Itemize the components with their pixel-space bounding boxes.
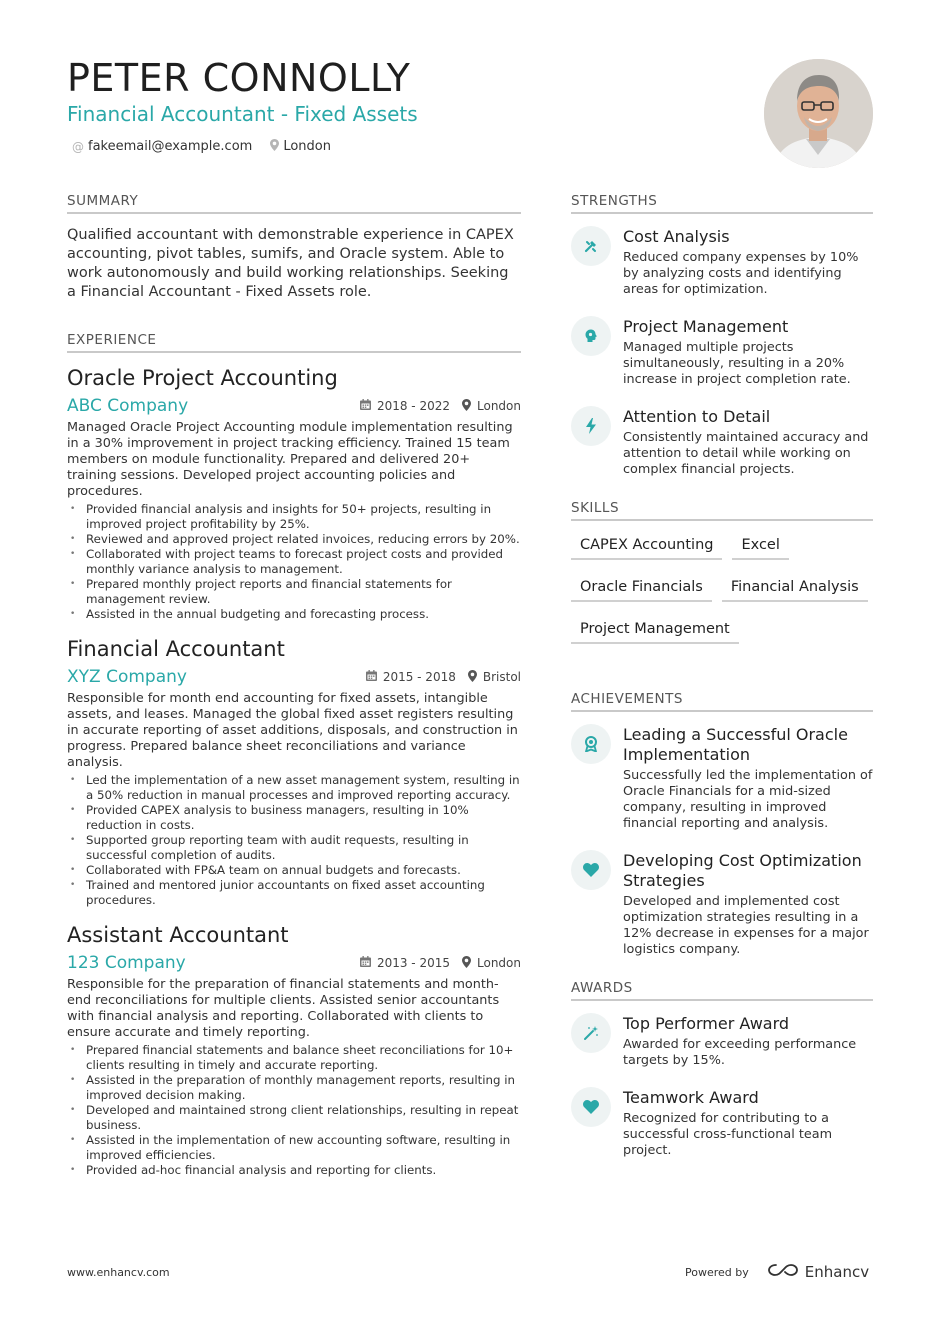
skill-tag: Project Management xyxy=(571,617,739,644)
brand-logo[interactable] xyxy=(767,1262,869,1282)
contact-row xyxy=(72,139,331,154)
skill-tag: CAPEX Accounting xyxy=(571,533,722,560)
email-text: fakeemail@example.com xyxy=(88,139,253,154)
award-title: Teamwork Award xyxy=(623,1088,759,1107)
bullet-item: • Reviewed and approved project related invoices, reducing errors by 20%. xyxy=(67,532,521,547)
profile-photo xyxy=(764,59,873,168)
calendar-icon xyxy=(360,956,371,970)
bullet-item: • Assisted in the preparation of monthly management reports, resulting in improved decision making. xyxy=(67,1073,521,1103)
bullet-item: • Assisted in the annual budgeting and forecasting process. xyxy=(67,607,521,622)
job-dates-text: 2013 - 2015 xyxy=(376,956,450,970)
company-name: 123 Company xyxy=(67,953,186,973)
job-dates xyxy=(360,956,450,970)
candidate-name: PETER CONNOLLY xyxy=(67,56,411,100)
location-pin-icon xyxy=(270,139,279,154)
left-column xyxy=(67,193,521,1192)
skill-tag: Oracle Financials xyxy=(571,575,712,602)
heart-icon xyxy=(571,850,611,890)
job-title: Assistant Accountant xyxy=(67,923,289,947)
job-bullets xyxy=(67,773,521,908)
strength-title: Project Management xyxy=(623,317,789,336)
achievement-item xyxy=(571,850,873,958)
job-description: Responsible for the preparation of financial statements and month-end reconciliations for multiple clients. Assisted senior accountants with financial analysis and reporting. Collaborated with clients to ensure accurate and timely reporting. xyxy=(67,977,500,1040)
achievement-item xyxy=(571,724,873,832)
awards-heading: AWARDS xyxy=(571,980,873,1001)
job-location xyxy=(462,399,521,414)
job-dates xyxy=(360,399,450,413)
job-location-text: London xyxy=(477,399,521,413)
location-pin-icon xyxy=(462,956,471,971)
email-contact[interactable] xyxy=(72,139,252,154)
strength-title: Attention to Detail xyxy=(623,407,771,426)
job-dates xyxy=(366,670,456,684)
bullet-item: • Provided ad-hoc financial analysis and reporting for clients. xyxy=(67,1163,521,1178)
job-meta-right xyxy=(366,670,521,685)
job-description: Managed Oracle Project Accounting module implementation resulting in a 30% improvement in project tracking efficiency. Trained 15 team members on module functionality. Prepared and delivered 20+ training sessions. Developed project accounting policies and procedures. xyxy=(67,420,513,499)
job-entry xyxy=(67,636,521,908)
bullet-item: • Prepared financial statements and balance sheet reconciliations for 10+ clients resulting in timely and accurate reporting. xyxy=(67,1043,521,1073)
achievement-title: Leading a Successful Oracle Implementation xyxy=(623,725,848,764)
job-location-text: Bristol xyxy=(482,670,521,684)
job-title: Oracle Project Accounting xyxy=(67,366,338,390)
achievement-title: Developing Cost Optimization Strategies xyxy=(623,851,862,890)
right-column xyxy=(571,193,873,1177)
bullet-item: • Collaborated with FP&A team on annual budgets and forecasts. xyxy=(67,863,521,878)
achievements-heading: ACHIEVEMENTS xyxy=(571,691,873,712)
calendar-icon xyxy=(360,399,371,413)
medal-icon xyxy=(571,724,611,764)
job-entry xyxy=(67,365,521,622)
bullet-item: • Supported group reporting team with audit requests, resulting in successful completion of audits. xyxy=(67,833,521,863)
strength-item xyxy=(571,406,873,478)
strength-desc: Reduced company expenses by 10% by analyzing costs and identifying areas for optimization. xyxy=(623,250,859,297)
summary-text: Qualified accountant with demonstrable experience in CAPEX accounting, pivot tables, sumifs, and Oracle system. Able to work autonomously and build working relationships. Seeking a Financial Accountant - Fixed Assets role. xyxy=(67,227,514,300)
bullet-item: • Provided financial analysis and insights for 50+ projects, resulting in improved project profitability by 25%. xyxy=(67,502,521,532)
award-item xyxy=(571,1013,873,1069)
footer-website-link[interactable]: www.enhancv.com xyxy=(67,1266,170,1279)
award-desc: Awarded for exceeding performance targets by 15%. xyxy=(623,1037,857,1068)
award-title: Top Performer Award xyxy=(623,1014,790,1033)
powered-by-label: Powered by xyxy=(685,1265,749,1279)
at-icon: @ xyxy=(72,139,84,154)
strength-item xyxy=(571,226,873,298)
job-title: Financial Accountant xyxy=(67,637,285,661)
strength-desc: Managed multiple projects simultaneously, resulting in a 20% increase in project completion rate. xyxy=(623,340,851,387)
skill-tag: Financial Analysis xyxy=(722,575,868,602)
job-description: Responsible for month end accounting for fixed assets, intangible assets, and leases. Managed the global fixed asset registers resulting in accurate reporting of asset additions, disposals, and construction in progress. Prepared balance sheet reconciliations and variance analysis. xyxy=(67,691,518,770)
award-desc: Recognized for contributing to a successful cross-functional team project. xyxy=(623,1111,833,1158)
magic-wand-icon xyxy=(571,1013,611,1053)
job-entry xyxy=(67,922,521,1178)
award-item xyxy=(571,1087,873,1159)
strength-title: Cost Analysis xyxy=(623,227,730,246)
job-location xyxy=(462,956,521,971)
brand-name: Enhancv xyxy=(804,1263,870,1281)
bullet-item: • Provided CAPEX analysis to business managers, resulting in 10% reduction in costs. xyxy=(67,803,521,833)
job-meta-right xyxy=(360,956,521,971)
bullet-item: • Trained and mentored junior accountants on fixed asset accounting procedures. xyxy=(67,878,521,908)
strength-desc: Consistently maintained accuracy and attention to detail while working on complex financial projects. xyxy=(623,430,869,477)
footer-branding xyxy=(685,1262,869,1282)
bullet-item: • Developed and maintained strong client relationships, resulting in repeat business. xyxy=(67,1103,521,1133)
lightning-icon xyxy=(571,406,611,446)
job-dates-text: 2015 - 2018 xyxy=(382,670,456,684)
location-pin-icon xyxy=(468,670,477,685)
company-name: ABC Company xyxy=(67,396,189,416)
job-meta-right xyxy=(360,399,521,414)
candidate-title: Financial Accountant - Fixed Assets xyxy=(67,102,418,126)
brain-icon xyxy=(571,316,611,356)
heart-icon xyxy=(571,1087,611,1127)
job-location-text: London xyxy=(477,956,521,970)
bullet-item: • Led the implementation of a new asset management system, resulting in a 50% reduction in manual processes and improved reporting accuracy. xyxy=(67,773,521,803)
strengths-heading: STRENGTHS xyxy=(571,193,873,214)
location-text: London xyxy=(283,139,331,154)
job-bullets xyxy=(67,502,521,622)
job-meta xyxy=(67,395,521,417)
location-contact xyxy=(270,139,331,154)
achievement-desc: Successfully led the implementation of Oracle Financials for a mid-sized company, resulting in improved financial reporting and analysis. xyxy=(623,768,873,831)
location-pin-icon xyxy=(462,399,471,414)
skills-heading: SKILLS xyxy=(571,500,873,521)
job-bullets xyxy=(67,1043,521,1178)
company-name: XYZ Company xyxy=(67,667,187,687)
achievement-desc: Developed and implemented cost optimization strategies resulting in a 12% decrease in expenses for a major logistics company. xyxy=(623,894,869,957)
job-meta xyxy=(67,666,521,688)
enhancv-logo-icon xyxy=(767,1262,799,1282)
bullet-item: • Collaborated with project teams to forecast project costs and provided monthly variance analysis to management. xyxy=(67,547,521,577)
strength-item xyxy=(571,316,873,388)
tools-icon xyxy=(571,226,611,266)
job-meta xyxy=(67,952,521,974)
skills-list xyxy=(571,533,873,659)
experience-heading: EXPERIENCE xyxy=(67,332,521,353)
job-dates-text: 2018 - 2022 xyxy=(376,399,450,413)
bullet-item: • Prepared monthly project reports and financial statements for management review. xyxy=(67,577,521,607)
summary-heading: SUMMARY xyxy=(67,193,521,214)
skill-tag: Excel xyxy=(732,533,788,560)
bullet-item: • Assisted in the implementation of new accounting software, resulting in improved efficiencies. xyxy=(67,1133,521,1163)
calendar-icon xyxy=(366,670,377,684)
job-location xyxy=(468,670,521,685)
